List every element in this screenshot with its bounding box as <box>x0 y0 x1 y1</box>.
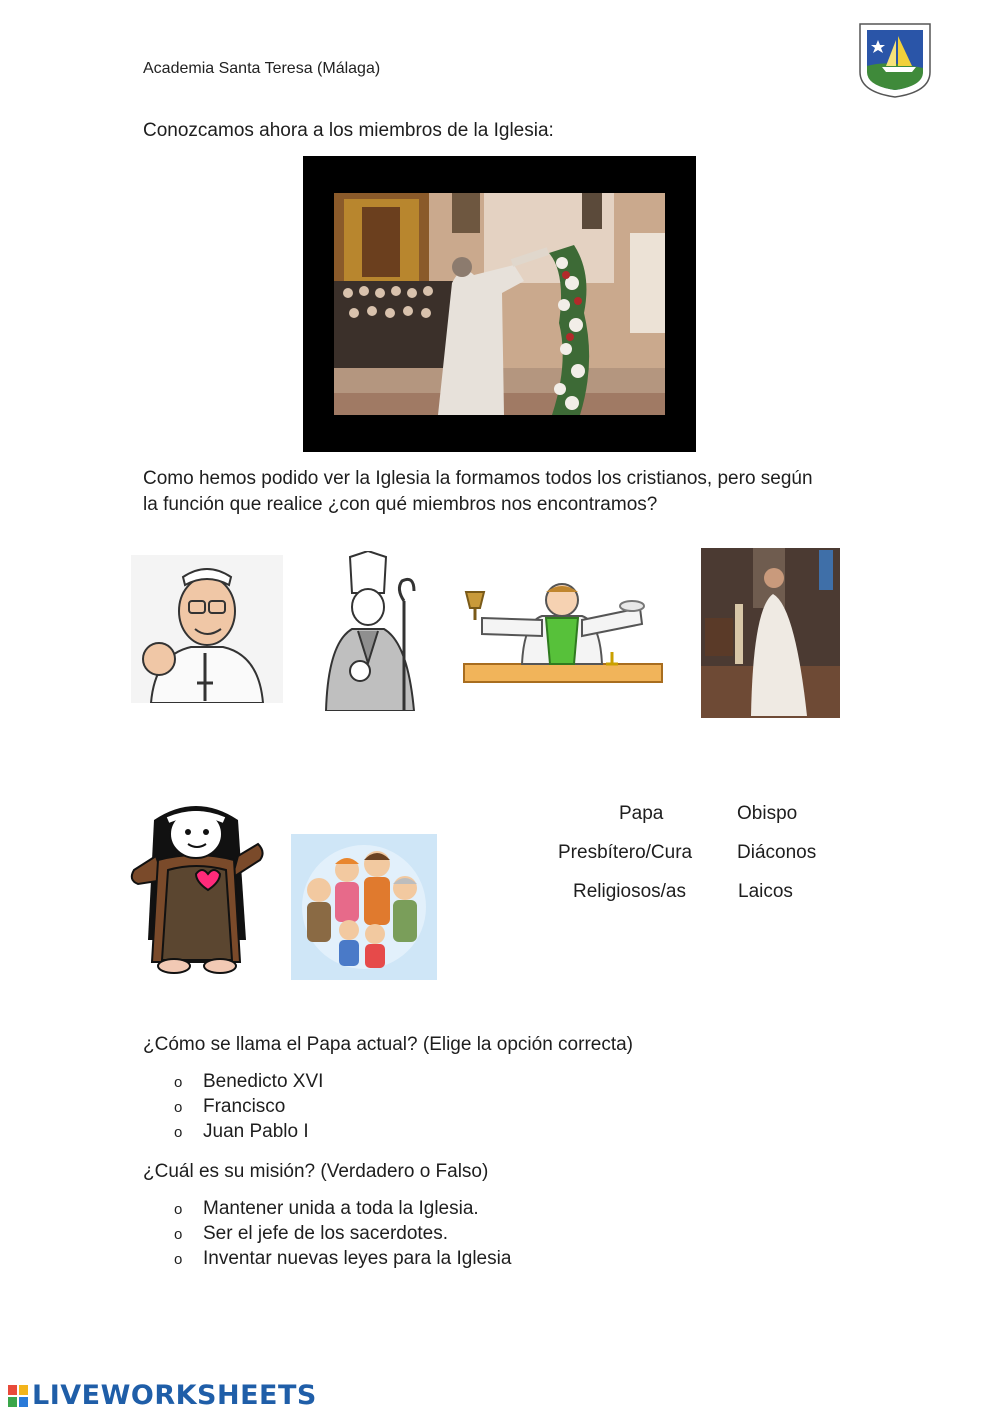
option-label: Ser el jefe de los sacerdotes. <box>203 1223 449 1244</box>
church-video[interactable] <box>303 156 696 452</box>
word-religiosos[interactable]: Religiosos/as <box>573 881 686 902</box>
option-bullet: o <box>174 1201 183 1218</box>
school-name: Academia Santa Teresa (Málaga) <box>143 60 381 77</box>
q2-option-3[interactable] <box>174 1248 511 1270</box>
option-bullet: o <box>174 1251 183 1268</box>
q1-option-2[interactable] <box>174 1096 285 1118</box>
option-label: Juan Pablo I <box>203 1121 309 1142</box>
word-obispo[interactable]: Obispo <box>737 803 798 824</box>
church-scene-image <box>334 193 665 415</box>
bishop-drawing-image <box>318 551 430 711</box>
option-label: Benedicto XVI <box>203 1071 324 1092</box>
q2-option-1[interactable] <box>174 1198 479 1220</box>
liveworksheets-blocks-icon <box>8 1385 28 1407</box>
option-label: Inventar nuevas leyes para la Iglesia <box>203 1248 512 1269</box>
question-intro-line-2: la función que realice ¿con qué miembros nos encontramos? <box>143 494 658 515</box>
option-label: Mantener unida a toda la Iglesia. <box>203 1198 479 1219</box>
option-bullet: o <box>174 1226 183 1243</box>
brand-name: LIVEWORKSHEETS <box>32 1380 317 1411</box>
nun-cartoon-image <box>128 800 266 975</box>
q1-option-1[interactable] <box>174 1071 323 1093</box>
family-cartoon-image <box>291 834 437 980</box>
question-intro-line-1: Como hemos podido ver la Iglesia la formamos todos los cristianos, pero según <box>143 468 813 489</box>
liveworksheets-logo[interactable] <box>8 1380 317 1411</box>
option-bullet: o <box>174 1124 183 1141</box>
intro-text: Conozcamos ahora a los miembros de la Iglesia: <box>143 120 554 141</box>
q2-option-2[interactable] <box>174 1223 448 1245</box>
priest-at-altar-image <box>462 578 664 686</box>
option-label: Francisco <box>203 1096 286 1117</box>
question-1: ¿Cómo se llama el Papa actual? (Elige la opción correcta) <box>143 1034 634 1055</box>
word-presbitero[interactable]: Presbítero/Cura <box>558 842 693 863</box>
question-2: ¿Cuál es su misión? (Verdadero o Falso) <box>143 1161 489 1182</box>
word-laicos[interactable]: Laicos <box>738 881 793 902</box>
pope-cartoon-image <box>131 555 283 703</box>
q1-option-3[interactable] <box>174 1121 309 1143</box>
school-crest-logo <box>858 22 932 98</box>
word-papa[interactable]: Papa <box>619 803 664 824</box>
priest-photo-image <box>701 548 840 718</box>
option-bullet: o <box>174 1099 183 1116</box>
option-bullet: o <box>174 1074 183 1091</box>
word-diaconos[interactable]: Diáconos <box>737 842 817 863</box>
